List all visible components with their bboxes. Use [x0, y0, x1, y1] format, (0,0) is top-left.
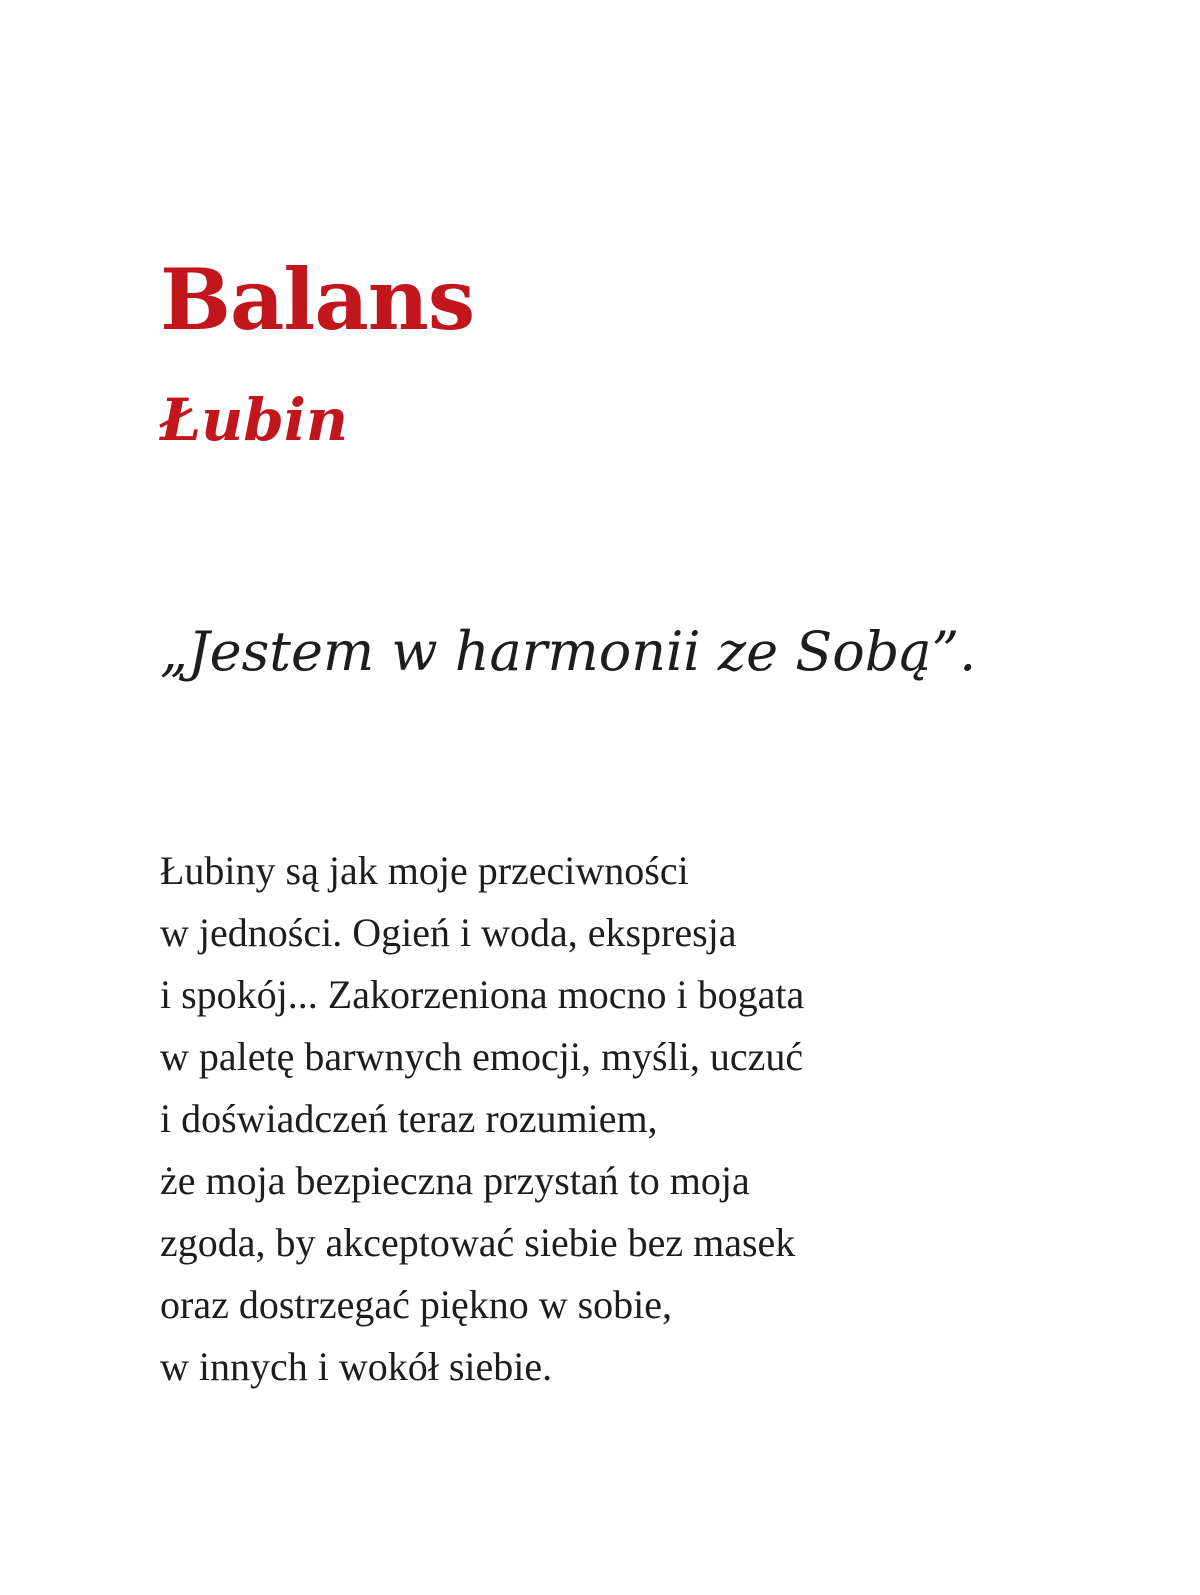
- body-line: Łubiny są jak moje przeciwności: [160, 848, 689, 893]
- body-line: w innych i wokół siebie.: [160, 1344, 553, 1389]
- body-text: [160, 840, 804, 1398]
- quote: „Jestem w harmonii ze Sobą”.: [160, 620, 977, 683]
- body-line: oraz dostrzegać piękno w sobie,: [160, 1282, 673, 1327]
- body-line: i spokój... Zakorzeniona mocno i bogata: [160, 972, 805, 1017]
- body-line: w jedności. Ogień i woda, ekspresja: [160, 910, 737, 955]
- page-title: Balans: [160, 250, 475, 349]
- body-line: zgoda, by akceptować siebie bez masek: [160, 1220, 796, 1265]
- body-line: i doświadczeń teraz rozumiem,: [160, 1096, 658, 1141]
- page-subtitle: Łubin: [160, 386, 349, 454]
- body-line: że moja bezpieczna przystań to moja: [160, 1158, 750, 1203]
- body-line: w paletę barwnych emocji, myśli, uczuć: [160, 1034, 804, 1079]
